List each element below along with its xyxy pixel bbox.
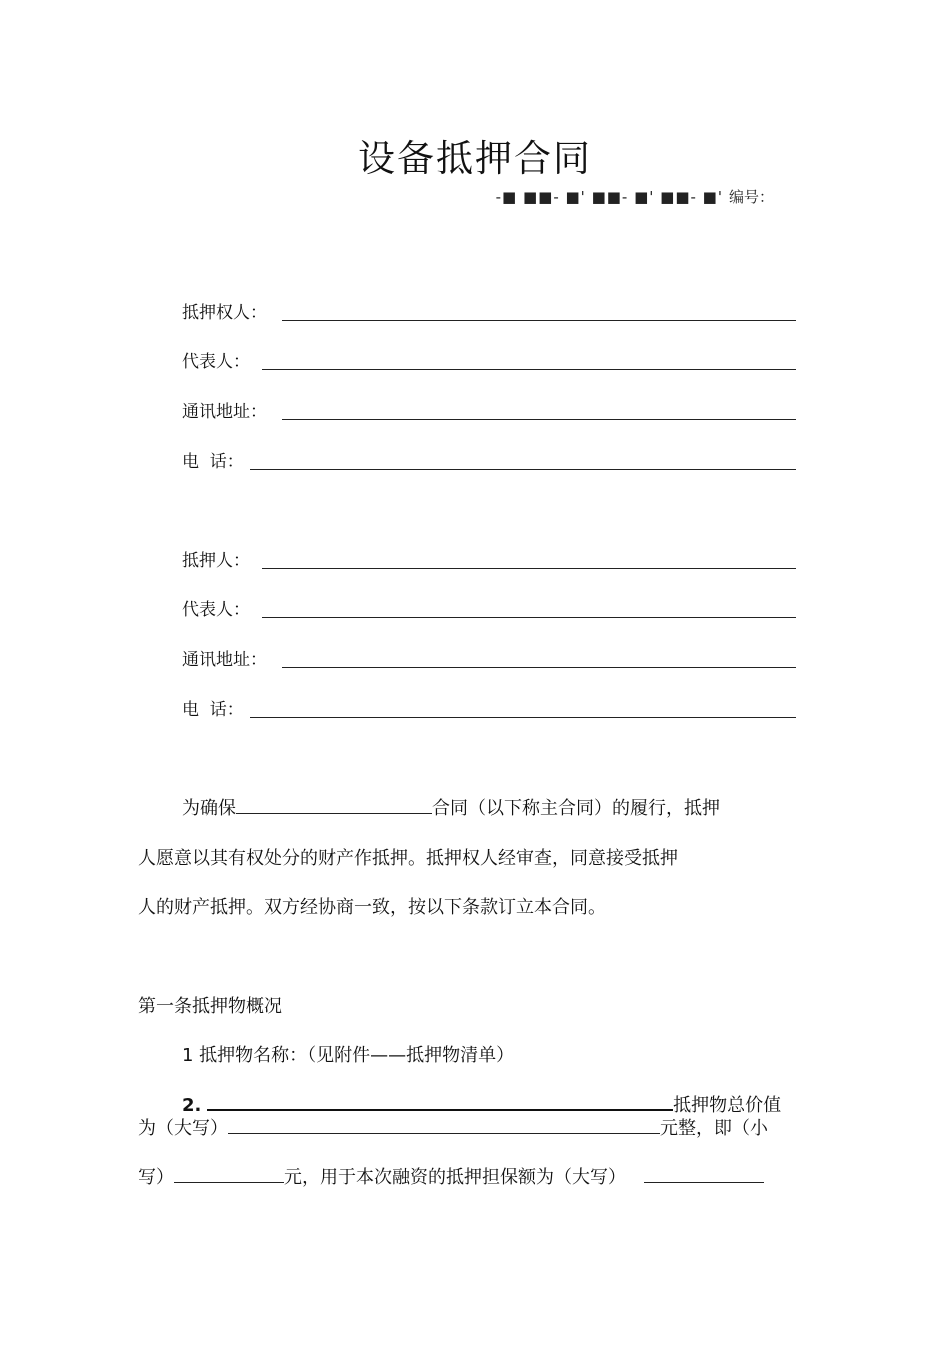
contract-number-marks: -■ ■■- ■' ■■- ■' ■■- ■': [495, 187, 723, 206]
mortgagor-phone-field: [182, 694, 796, 720]
guarantee-amount-blank[interactable]: [644, 1164, 764, 1183]
mortgagee-name-field: [182, 297, 796, 323]
article-1-item-1: 1 抵押物名称：（见附件——抵押物清单）: [182, 1045, 515, 1066]
mortgagee-phone-field: [182, 446, 796, 472]
mortgagor-rep-blank[interactable]: [262, 617, 796, 618]
item-2-text-c: 元整，即（小: [660, 1118, 768, 1139]
mortgagee-name-label: 抵押权人：: [182, 303, 267, 323]
item-2-text-e: 元，用于本次融资的抵押担保额为（大写）: [284, 1167, 626, 1188]
mortgagee-address-field: [182, 396, 796, 422]
mortgagor-name-label: 抵押人：: [182, 551, 250, 571]
mortgagee-phone-label: 电 话：: [182, 452, 244, 472]
mortgagor-name-blank[interactable]: [262, 568, 796, 569]
preamble-line-1: [182, 794, 720, 820]
contract-number-label: 编号：: [728, 188, 774, 206]
item-2-text-a: 抵押物总价值: [673, 1095, 782, 1116]
item-2-text-b: 为（大写）: [138, 1118, 228, 1139]
collateral-description-blank[interactable]: [207, 1091, 673, 1111]
main-contract-blank[interactable]: [236, 795, 432, 814]
mortgagor-phone-blank[interactable]: [250, 717, 796, 718]
total-value-lower-blank[interactable]: [174, 1164, 284, 1183]
preamble-line-2: 人愿意以其有权处分的财产作抵押。抵押权人经审查，同意接受抵押: [138, 848, 678, 869]
mortgagor-phone-label: 电 话：: [182, 700, 244, 720]
document-title: 设备抵押合同: [358, 137, 592, 180]
preamble-line-1b: 合同（以下称主合同）的履行，抵押: [432, 798, 720, 819]
mortgagee-rep-label: 代表人：: [182, 352, 250, 372]
article-1-item-2-line-2: [138, 1114, 768, 1140]
mortgagor-address-blank[interactable]: [282, 667, 796, 668]
item-2-number: 2.: [182, 1095, 202, 1116]
mortgagor-address-field: [182, 644, 796, 670]
mortgagor-rep-label: 代表人：: [182, 600, 250, 620]
article-1-item-2-line-3: [138, 1163, 764, 1189]
preamble-line-3: 人的财产抵押。双方经协商一致，按以下条款订立本合同。: [138, 897, 606, 918]
mortgagee-name-blank[interactable]: [282, 320, 796, 321]
item-2-text-d: 写）: [138, 1167, 174, 1188]
contract-number-line: [496, 186, 774, 207]
mortgagor-address-label: 通讯地址：: [182, 650, 267, 670]
mortgagor-rep-field: [182, 594, 796, 620]
mortgagee-phone-blank[interactable]: [250, 469, 796, 470]
mortgagee-address-label: 通讯地址：: [182, 402, 267, 422]
mortgagee-rep-blank[interactable]: [262, 369, 796, 370]
mortgagee-address-blank[interactable]: [282, 419, 796, 420]
mortgagee-rep-field: [182, 346, 796, 372]
preamble-line-1a: 为确保: [182, 798, 236, 819]
article-1-heading: 第一条抵押物概况: [138, 996, 282, 1017]
mortgagor-name-field: [182, 545, 796, 571]
total-value-upper-blank[interactable]: [228, 1115, 660, 1134]
